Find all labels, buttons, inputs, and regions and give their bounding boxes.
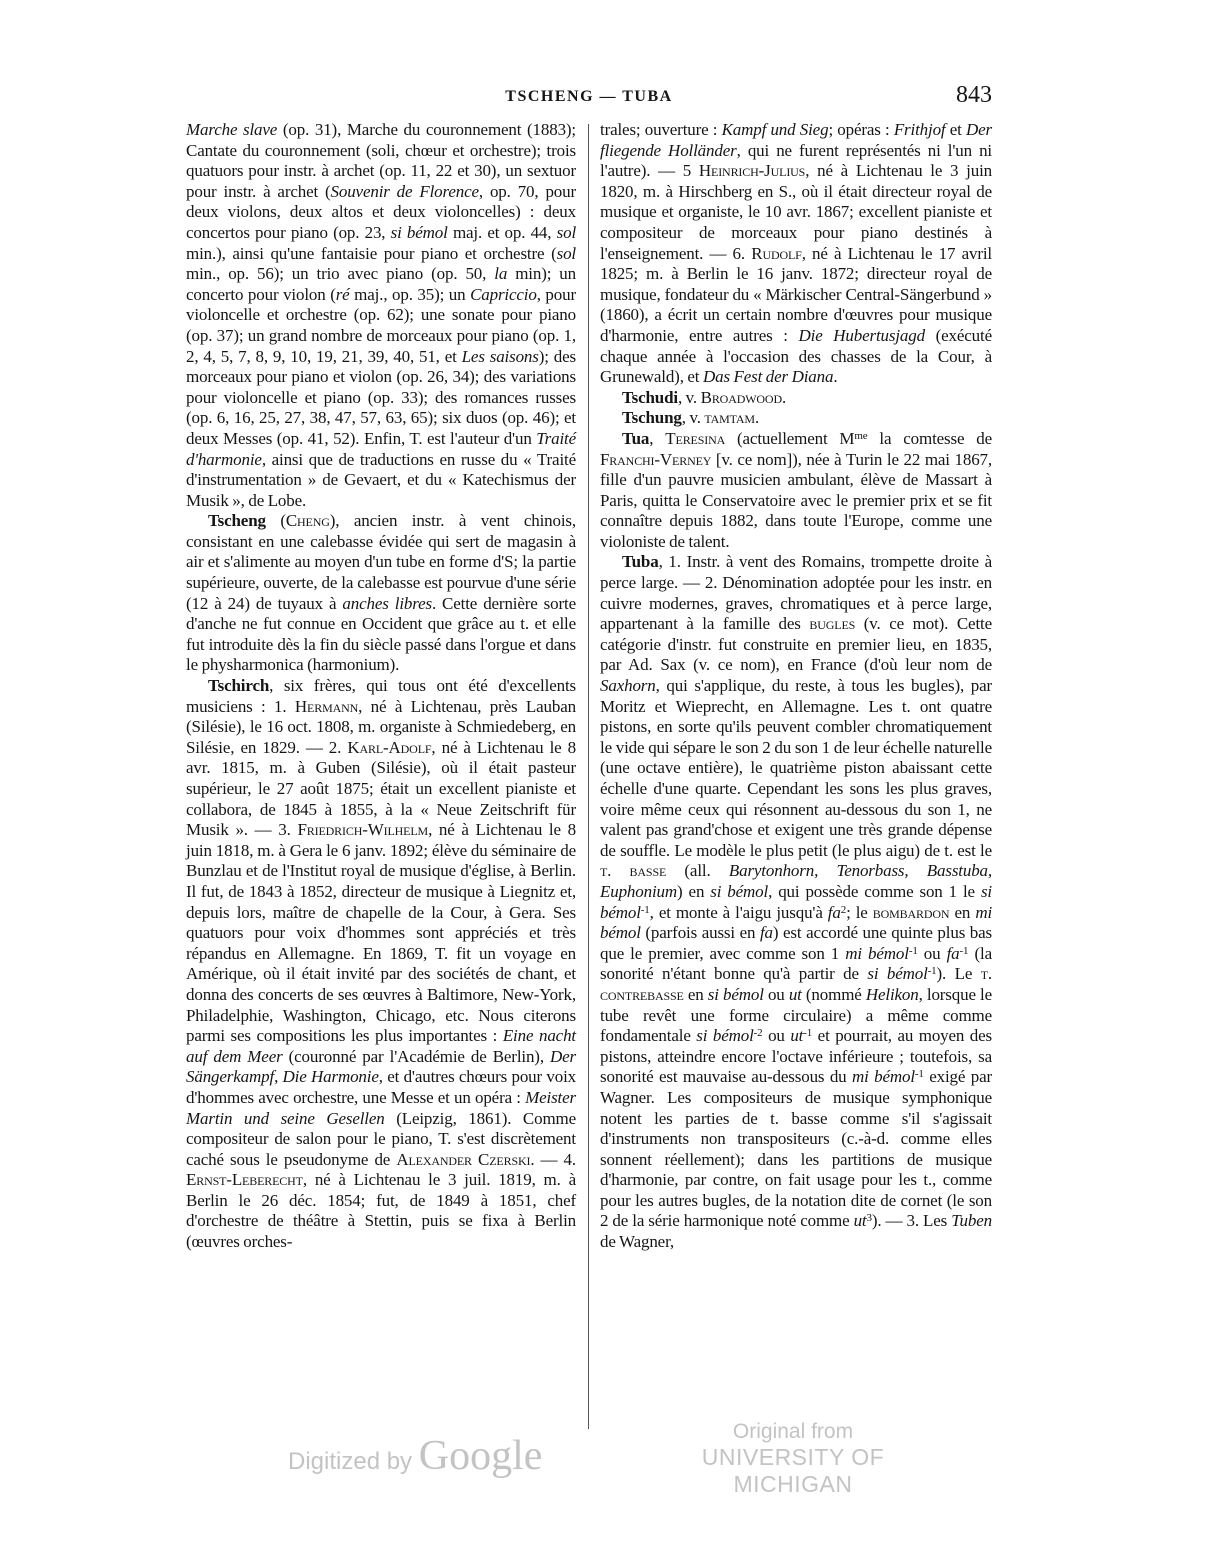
entry-tschung: Tschung, v. tamtam. (622, 408, 760, 428)
page-number: 843 (956, 82, 992, 108)
entry-tschudi: Tschudi, v. Broadwood. (622, 387, 787, 407)
page-header (186, 82, 992, 114)
headword: Tschudi (622, 387, 678, 407)
right-column (600, 120, 992, 1253)
entry-tscheng: Tscheng (Cheng), ancien instr. à vent chinois, consistant en une calebasse évidée qui sert de magasin à air et s'alimente au moyen d'un tube en forme d'S; la partie supérieure, ouverte, de la calebasse est pourvue d'une série (12 à 24) de tuyaux à anches libres. Cette dernière sorte d'anche ne fut connue en Occident que grâce au t. et elle fut introduite dès la fin du siècle passé dans l'orgue et dans le physharmonica (harmonium). (186, 511, 576, 675)
headword: Tua (622, 428, 650, 448)
entry-tschirch: Tschirch, six frères, qui tous ont été d'excellents musiciens : 1. Hermann, né à Lichtenau, près Lauban (Silésie), le 16 oct. 1808, m. organiste à Schmiedeberg, en Silésie, en 1829. — 2. Karl-Adolf, né à Lichtenau le 8 avr. 1815, m. à Guben (Silésie), où il était pasteur supérieur, le 27 août 1875; était un excellent pianiste et collabora, de 1845 à 1855, à la « Neue Zeitschrift für Musik ». — 3. Friedrich-Wilhelm, né à Lichtenau le 8 juin 1818, m. à Gera le 6 janv. 1892; élève du séminaire de Bunzlau et de l'Institut royal de musique d'église, à Berlin. Il fut, de 1843 à 1852, directeur de musique à Liegnitz et, depuis lors, maître de chapelle de la Cour, à Gera. Ses quatuors pour voix d'hommes sont appréciés et très répandus en Allemagne. En 1869, T. fit un voyage en Amérique, où il était invité par des sociétés de chant, et donna des concerts de ses œuvres à Baltimore, New-York, Philadelphie, Washington, Chicago, etc. Nous citerons parmi ses compositions les plus importantes : Eine nacht auf dem Meer (couronné par l'Académie de Berlin), Der Sängerkampf, Die Harmonie, et d'autres chœurs pour voix d'hommes avec orchestre, une Messe et un opéra : Meister Martin und seine Gesellen (Leipzig, 1861). Comme compositeur de salon pour le piano, T. s'est discrètement caché sous le pseudonyme de Alexander Czerski. — 4. Ernst-Leberecht, né à Lichtenau le 3 juil. 1819, m. à Berlin le 26 déc. 1854; fut, de 1849 à 1851, chef d'orchestre de théâtre à Stettin, puis se fixa à Berlin (œuvres orches- (186, 676, 577, 1252)
original-from-watermark: Original from UNIVERSITY OF MICHIGAN (701, 1420, 885, 1497)
headword: Tschung (622, 408, 682, 428)
entry-tuba: Tuba, 1. Instr. à vent des Romains, trompette droite à perce large. — 2. Dénomination adoptée pour les instr. en cuivre modernes, graves, chromatiques et à perce large, appartenant à la famille des bugles (v. ce mot). Cette catégorie d'instr. fut construite en premier lieu, en 1835, par Ad. Sax (v. ce nom), en France (d'où leur nom de Saxhorn, qui s'applique, du reste, à tous les bugles), par Moritz et Wieprecht, en Allemagne. Les t. ont quatre pistons, en sorte qu'ils peuvent combler chromatiquement le vide qui sépare le son 2 du son 1 de leur échelle naturelle (une octave entière), le quatrième piston abaissant cette échelle d'une quarte. Cependant les sons les plus graves, voire même ceux qui résonnent au-dessous du son 1, ne valent pas grand'chose et exigent une très grande dépense de souffle. Le modèle le plus petit (le plus aigu) de t. est le t. basse (all. Barytonhorn, Tenorbass, Basstuba, Euphonium) en si bémol, qui possède comme son 1 le si bémol$^{-1}$, et monte à l'aigu jusqu'à $fa^2$; le bombardon en mi bémol (parfois aussi en fa) est accordé une quinte plus bas que le premier, avec comme son 1 mi bémol$^{-1}$ ou $fa^{-1}$ (la sonorité n'étant bonne qu'à partir de si bémol$^{-1}$). Le t. contrebasse en si bémol ou ut (nommé Helikon, lorsque le tube revêt une forme circulaire) a même comme fondamentale si bémol$^{-2}$ ou $ut^{-1}$ et pourrait, au moyen des pistons, atteindre encore l'octave inférieure ; toutefois, sa sonorité est mauvaise au-dessous du mi bémol$^{-1}$ exigé par Wagner. Les compositeurs de musique symphonique notent les parties de t. basse comme s'il s'agissait d'instruments non transpositeurs (c.-à-d. comme elles sonnent réellement); dans les partitions de musique d'harmonie, par contre, on fait usage pour les t., comme pour les autres bugles, de la notation dite de cornet (le son 2 de la série harmonique noté comme $ut^3$). — 3. Les Tuben de Wagner, (600, 552, 993, 1252)
headword: Tscheng (208, 511, 266, 531)
scan-footer (0, 1410, 1207, 1497)
entry-tua: Tua, Teresina (actuellement $M^{me}$ la comtesse de Franchi-Verney [v. ce nom]), née à Turin le 22 mai 1867, fille d'un pauvre musicien ambulant, élève de Massart à Paris, quitta le Conservatoire avec le premier prix et se fit connaître depuis 1882, dans toute l'Europe, comme une violoniste de talent. (600, 428, 992, 551)
running-head: TSCHENG — TUBA (505, 88, 673, 105)
column-divider (588, 124, 589, 1429)
headword: Tschirch (208, 676, 270, 696)
paragraph-tchaikovsky-continued: Marche slave (op. 31), Marche du couronnement (1883); Cantate du couronnement (soli, chœur et orchestre); trois quatuors pour instr. à archet (op. 11, 22 et 30), un sextuor pour instr. à archet (Souvenir de Florence, op. 70, pour deux violons, deux altos et deux violoncelles) : deux concertos pour piano (op. 23, si bémol maj. et op. 44, sol min.), ainsi qu'une fantaisie pour piano et orchestre (sol min., op. 56); un trio avec piano (op. 50, la min); un concerto pour violon (ré maj., op. 35); un Capriccio, pour violoncelle et orchestre (op. 62); une sonate pour piano (op. 37); un grand nombre de morceaux pour piano (op. 1, 2, 4, 5, 7, 8, 9, 10, 19, 21, 39, 40, 51, et Les saisons); des morceaux pour piano et violon (op. 26, 34); des variations pour violoncelle et piano (op. 33); des romances russes (op. 6, 16, 25, 27, 38, 47, 57, 63, 65); six duos (op. 46); et deux Messes (op. 41, 52). Enfin, T. est l'auteur d'un Traité d'harmonie, ainsi que de traductions en russe du « Traité d'instrumentation » de Gevaert, et du « Katechismus der Musik », de Lobe. (186, 120, 577, 510)
headword: Tuba (622, 552, 659, 572)
left-column (186, 120, 576, 1253)
paragraph-tschirch-continued: trales; ouverture : Kampf und Sieg; opéras : Frithjof et Der fliegende Holländer, qui ne furent représentés ni l'un ni l'autre). — 5 Heinrich-Julius, né à Lichtenau le 3 juin 1820, m. à Hirschberg en S., où il était directeur royal de musique et organiste, le 10 avr. 1867; excellent pianiste et compositeur de morceaux pour piano destinés à l'enseignement. — 6. Rudolf, né à Lichtenau le 17 avril 1825; m. à Berlin le 16 janv. 1872; directeur royal de musique, fondateur du « Märkischer Central-Sängerbund » (1860), a écrit un certain nombre d'œuvres pour musique d'harmonie, entre autres : Die Hubertusjagd (exécuté chaque année à l'occasion des chasses de la Cour, à Grunewald), et Das Fest der Diana. (600, 120, 993, 387)
google-logo: Google (418, 1433, 543, 1479)
digitized-by-watermark: Digitized by Google (288, 1433, 543, 1479)
